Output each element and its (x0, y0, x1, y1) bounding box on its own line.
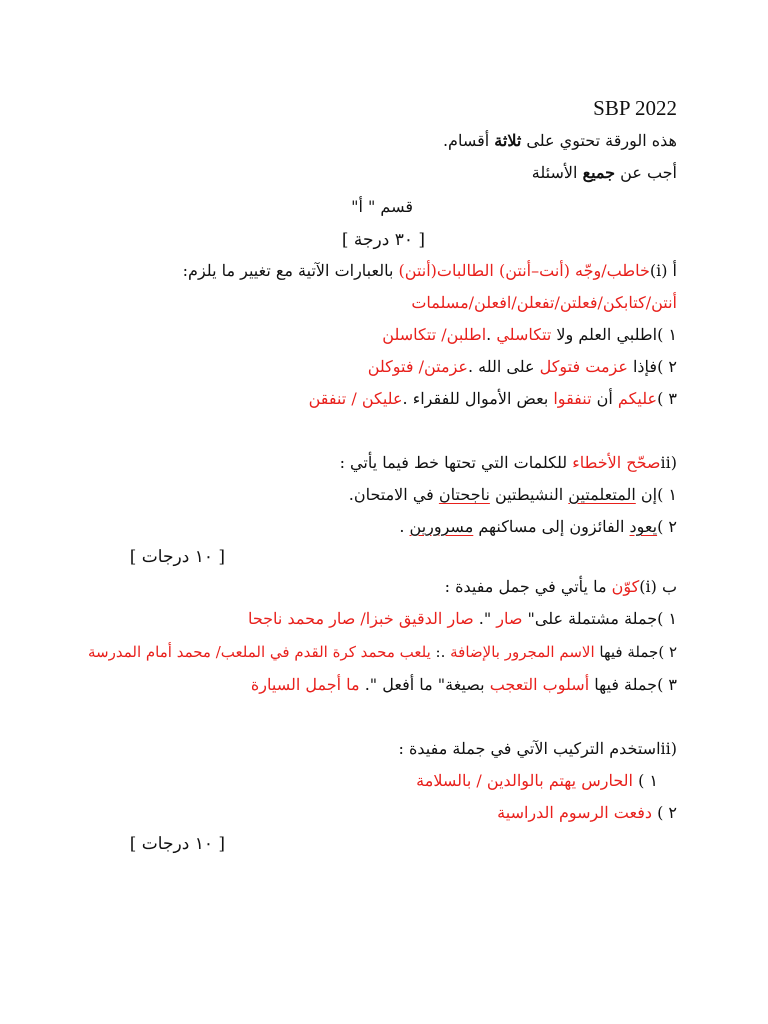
section-heading: قسم " أ" (351, 197, 413, 216)
list-item: ٢ ) دفعت الرسوم الدراسية (497, 803, 677, 822)
marks-a2: [ ١٠ درجات ] (129, 547, 225, 567)
list-item: ٢ )فإذا عزمت فتوكل على الله .عزمتن/ فتوكلن (367, 357, 677, 376)
question-a1: أ (i)خاطب/وجّه (أنت–أنتن) الطالبات(أنتن) بالعبارات الآتية مع تغيير ما يلزم: (182, 261, 677, 280)
page-title: SBP 2022 (593, 96, 677, 120)
list-item: ٣ )جملة فيها أسلوب التعجب بصيغة" ما أفعل ". ما أجمل السيارة (250, 675, 677, 694)
answer-pronoun-forms: أنتن/كتابكن/فعلتن/تفعلن/افعلن/مسلمات (411, 293, 677, 312)
section-marks: [ ٣٠ درجة ] (341, 230, 425, 250)
intro-line-1: هذه الورقة تحتوي على ثلاثة أقسام. (442, 131, 677, 150)
list-item: ١ )اطلبي العلم ولا تتكاسلي .اطلبن/ تتكاسلن (382, 325, 677, 344)
intro-line-2: أجب عن جميع الأسئلة (531, 163, 677, 182)
list-item: ٣ )عليكم أن تنفقوا بعض الأموال للفقراء .عليكن / تنفقن (308, 389, 677, 408)
list-item: ٢ )جملة فيها الاسم المجرور بالإضافة .: يلعب محمد كرة القدم في الملعب/ محمد أمام المدرسة (87, 643, 677, 661)
question-b1: ب (i)كوّن ما يأتي في جمل مفيدة : (444, 577, 677, 596)
marks-b2: [ ١٠ درجات ] (129, 834, 225, 854)
list-item: ١ )إن المتعلمتين النشيطتين ناجحتان في الامتحان. (348, 485, 677, 504)
list-item: ١ )جملة مشتملة على" صار ". صار الدقيق خبزا/ صار محمد ناجحا (247, 609, 677, 628)
list-item: ١ ) الحارس يهتم بالوالدين / بالسلامة (416, 771, 658, 790)
question-b2: (iiاستخدم التركيب الآتي في جملة مفيدة : (398, 739, 677, 758)
question-a2: (iiصحّح الأخطاء للكلمات التي تحتها خط فيما يأتي : (339, 453, 677, 472)
list-item: ٢ )يعود الفائزون إلى مساكنهم مسرورين . (399, 517, 677, 536)
